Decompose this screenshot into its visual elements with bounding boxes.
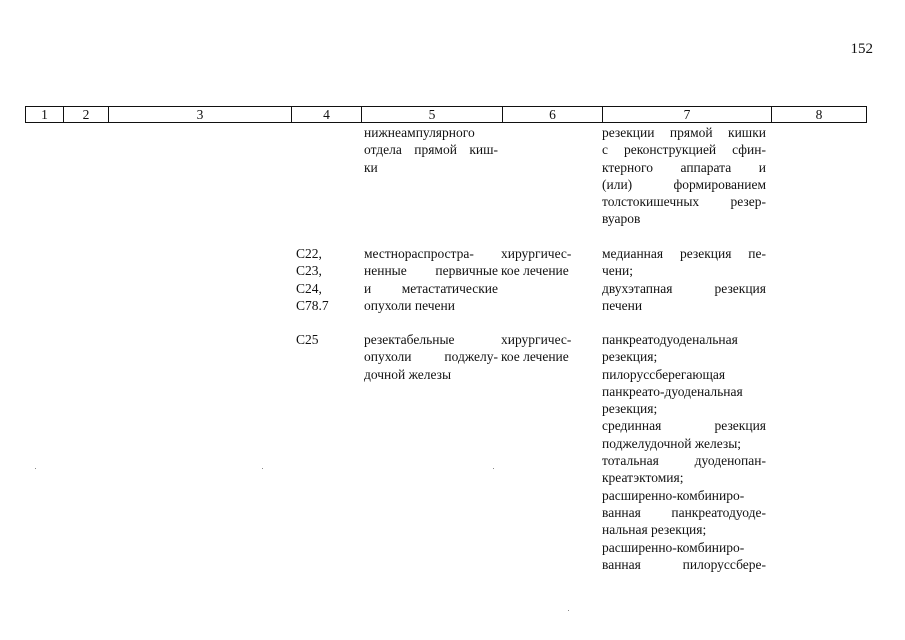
text-line: креатэктомия; bbox=[602, 470, 684, 486]
row2-icd-codes bbox=[296, 245, 356, 314]
text-line: резектабельные bbox=[364, 332, 455, 347]
scan-speck bbox=[568, 610, 569, 611]
text-line: C23, bbox=[296, 263, 322, 279]
text-line: пилоруссберегающая bbox=[602, 366, 726, 382]
text-line: расширенно-комбиниро- bbox=[602, 539, 745, 555]
row3-treatment bbox=[501, 331, 591, 366]
text-line: резекция; bbox=[602, 401, 658, 417]
text-line: C24, bbox=[296, 280, 322, 296]
header-col-1: 1 bbox=[26, 107, 64, 122]
text-line: поджелудочной железы; bbox=[602, 435, 742, 451]
row1-method bbox=[602, 124, 766, 228]
text-line: срединная резекция bbox=[602, 418, 766, 434]
text-line: медианная резекция пе- bbox=[602, 246, 766, 261]
text-line: чени; bbox=[602, 263, 633, 279]
text-line: двухэтапная резекция bbox=[602, 280, 766, 296]
page-number: 152 bbox=[850, 41, 873, 57]
row3-icd-codes bbox=[296, 331, 356, 348]
header-col-6: 6 bbox=[503, 107, 603, 122]
row2-diagnosis bbox=[364, 245, 498, 314]
text-line: резекции прямой кишки bbox=[602, 125, 766, 140]
scan-speck bbox=[35, 468, 36, 469]
text-line: местнораспростра- bbox=[364, 246, 474, 261]
text-line: C78.7 bbox=[296, 297, 329, 313]
text-line: печени bbox=[602, 297, 643, 313]
text-line: опухоли печени bbox=[364, 297, 455, 313]
header-col-7: 7 bbox=[603, 107, 772, 122]
text-line: ванная панкреатодуоде- bbox=[602, 504, 766, 520]
row1-diagnosis bbox=[364, 124, 498, 176]
text-line: хирургичес- bbox=[501, 332, 572, 347]
text-line: нижнеампулярного bbox=[364, 125, 475, 140]
row3-method bbox=[602, 331, 766, 573]
text-line: с реконструкцией сфин- bbox=[602, 142, 766, 158]
header-col-2: 2 bbox=[64, 107, 109, 122]
text-line: ненные первичные bbox=[364, 263, 498, 279]
scan-speck bbox=[262, 468, 263, 469]
text-line: панкреатодуоденальная bbox=[602, 332, 738, 347]
header-col-5: 5 bbox=[362, 107, 503, 122]
text-line: (или) формированием bbox=[602, 176, 766, 192]
row2-treatment bbox=[501, 245, 591, 280]
text-line: ки bbox=[364, 159, 378, 175]
header-col-3: 3 bbox=[109, 107, 292, 122]
row2-method bbox=[602, 245, 766, 314]
text-line: хирургичес- bbox=[501, 246, 572, 261]
text-line: ванная пилоруссбере- bbox=[602, 556, 766, 572]
text-line: расширенно-комбиниро- bbox=[602, 487, 745, 503]
text-line: панкреато-дуоденальная bbox=[602, 383, 743, 399]
header-col-8: 8 bbox=[815, 107, 823, 122]
text-line: вуаров bbox=[602, 211, 641, 227]
text-line: кое лечение bbox=[501, 263, 569, 279]
text-line: толстокишечных резер- bbox=[602, 194, 766, 210]
text-line: C25 bbox=[296, 332, 319, 347]
text-line: резекция; bbox=[602, 349, 658, 365]
text-line: нальная резекция; bbox=[602, 522, 707, 538]
row3-diagnosis bbox=[364, 331, 498, 383]
text-line: ктерного аппарата и bbox=[602, 159, 766, 175]
scan-speck bbox=[493, 468, 494, 469]
text-line: отдела прямой киш- bbox=[364, 142, 498, 158]
text-line: дочной железы bbox=[364, 366, 452, 382]
text-line: опухоли поджелу- bbox=[364, 349, 498, 365]
header-col-4: 4 bbox=[292, 107, 362, 122]
text-line: C22, bbox=[296, 246, 322, 261]
text-line: и метастатические bbox=[364, 280, 498, 296]
table-header bbox=[25, 106, 867, 123]
text-line: тотальная дуоденопан- bbox=[602, 453, 766, 469]
text-line: кое лечение bbox=[501, 349, 569, 365]
